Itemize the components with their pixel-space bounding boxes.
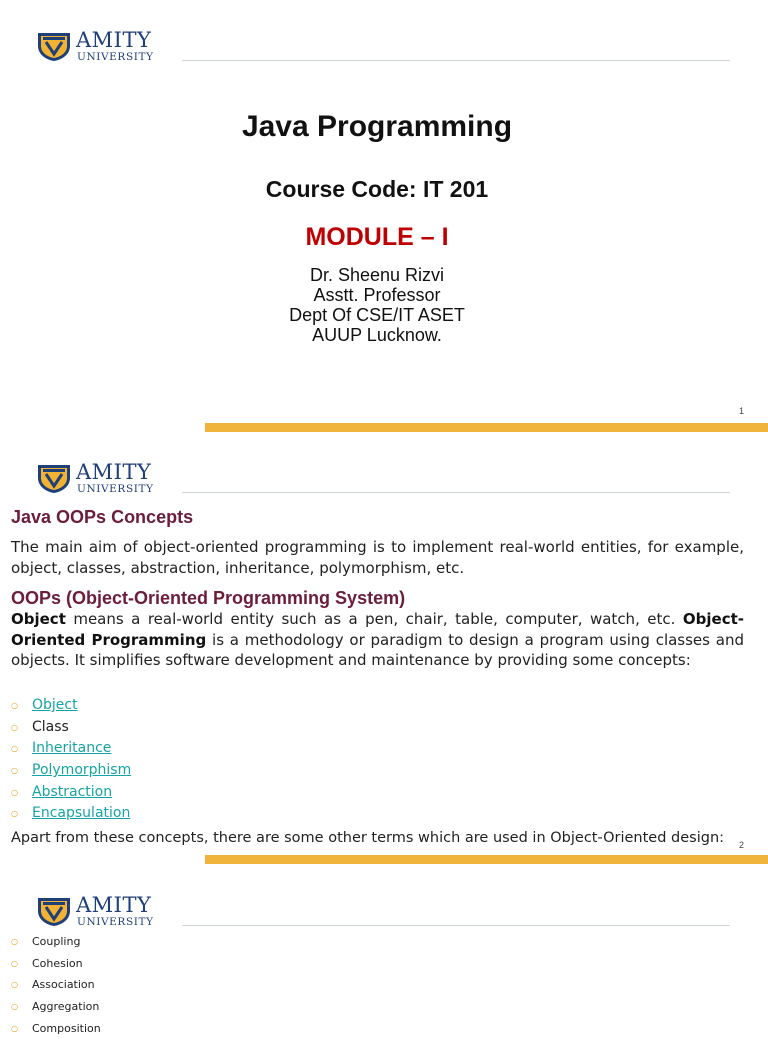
list-item: ○ Cohesion <box>11 953 101 975</box>
list-item <box>11 695 131 717</box>
section-heading: OOPs (Object-Oriented Programming System) <box>11 588 406 608</box>
slide-1 <box>0 0 768 432</box>
closing-paragraph: Apart from these concepts, there are some other terms which are used in Object-Oriented design: <box>11 830 725 846</box>
list-item <box>11 782 131 804</box>
author-title: Asstt. Professor <box>313 285 441 305</box>
circle-bullet-icon: ○ <box>11 701 18 710</box>
module-label: MODULE – I <box>305 223 449 251</box>
brand-sub: UNIVERSITY <box>77 916 154 928</box>
slide-2 <box>0 432 768 865</box>
page-number: 2 <box>738 840 744 850</box>
brand-name: AMITY <box>76 460 152 484</box>
circle-bullet-icon: ○ <box>11 937 18 946</box>
concept-link[interactable]: Inheritance <box>32 740 112 757</box>
circle-bullet-icon: ○ <box>11 1023 18 1033</box>
concept-text: Class <box>32 718 69 735</box>
amity-shield-icon <box>36 30 72 62</box>
list-item <box>11 738 131 760</box>
concept-link[interactable]: Object <box>32 697 78 713</box>
circle-bullet-icon: ○ <box>11 1002 18 1012</box>
intro-paragraph: The main aim of object-oriented programming is to implement real-world entities, for example, object, classes, abstraction, inheritance, polymorphism, etc. <box>11 538 744 577</box>
list-item <box>11 803 131 825</box>
list-item: ○ Coupling <box>11 931 101 953</box>
amity-logo <box>36 30 171 66</box>
header-divider <box>182 925 730 926</box>
definition-paragraph: Object means a real-world entity such as a pen, chair, table, computer, watch, etc. Object-Oriented Programming is a methodology or paradigm to design a program using classes and objects. It simplifies software development and maintenance by providing some concepts: <box>11 610 744 669</box>
concept-link[interactable]: Abstraction <box>32 783 113 800</box>
list-item: ○ Composition <box>11 1018 101 1039</box>
amity-logo <box>36 895 171 931</box>
author-name: Dr. Sheenu Rizvi <box>309 265 445 285</box>
author-location: AUUP Lucknow. <box>312 325 442 345</box>
circle-bullet-icon: ○ <box>11 766 18 776</box>
slide-3 <box>0 865 768 1035</box>
brand-sub: UNIVERSITY <box>77 51 154 63</box>
circle-bullet-icon: ○ <box>11 958 18 968</box>
author-dept: Dept Of CSE/IT ASET <box>289 305 465 325</box>
header-divider <box>182 60 730 61</box>
circle-bullet-icon: ○ <box>11 722 18 732</box>
circle-bullet-icon: ○ <box>11 744 18 754</box>
circle-bullet-icon: ○ <box>11 809 18 819</box>
circle-bullet-icon: ○ <box>11 980 18 990</box>
brand-sub: UNIVERSITY <box>77 483 154 495</box>
list-item: ○ Association <box>11 974 101 996</box>
slide-title: Java Programming <box>241 110 513 143</box>
section-heading: Java OOPs Concepts <box>11 507 194 527</box>
header-divider <box>182 492 730 493</box>
brand-name: AMITY <box>76 893 152 917</box>
concept-link[interactable]: Polymorphism <box>32 762 132 779</box>
bold-term: Object-Oriented Programming <box>11 610 744 649</box>
author-block <box>0 265 754 345</box>
amity-shield-icon <box>36 895 72 927</box>
amity-shield-icon <box>36 462 72 494</box>
page-number: 1 <box>738 406 744 416</box>
terms-list <box>11 931 101 1039</box>
amity-logo <box>36 462 171 498</box>
brand-name: AMITY <box>76 28 152 52</box>
list-item <box>11 760 131 782</box>
footer-accent-bar <box>205 855 768 864</box>
concept-link[interactable]: Encapsulation <box>32 805 131 822</box>
list-item: ○ Aggregation <box>11 996 101 1018</box>
concept-list <box>11 695 131 825</box>
list-item <box>11 717 131 739</box>
course-code: Course Code: IT 201 <box>265 176 489 202</box>
bold-term: Object <box>11 610 66 628</box>
circle-bullet-icon: ○ <box>11 787 18 797</box>
footer-accent-bar <box>205 423 768 432</box>
